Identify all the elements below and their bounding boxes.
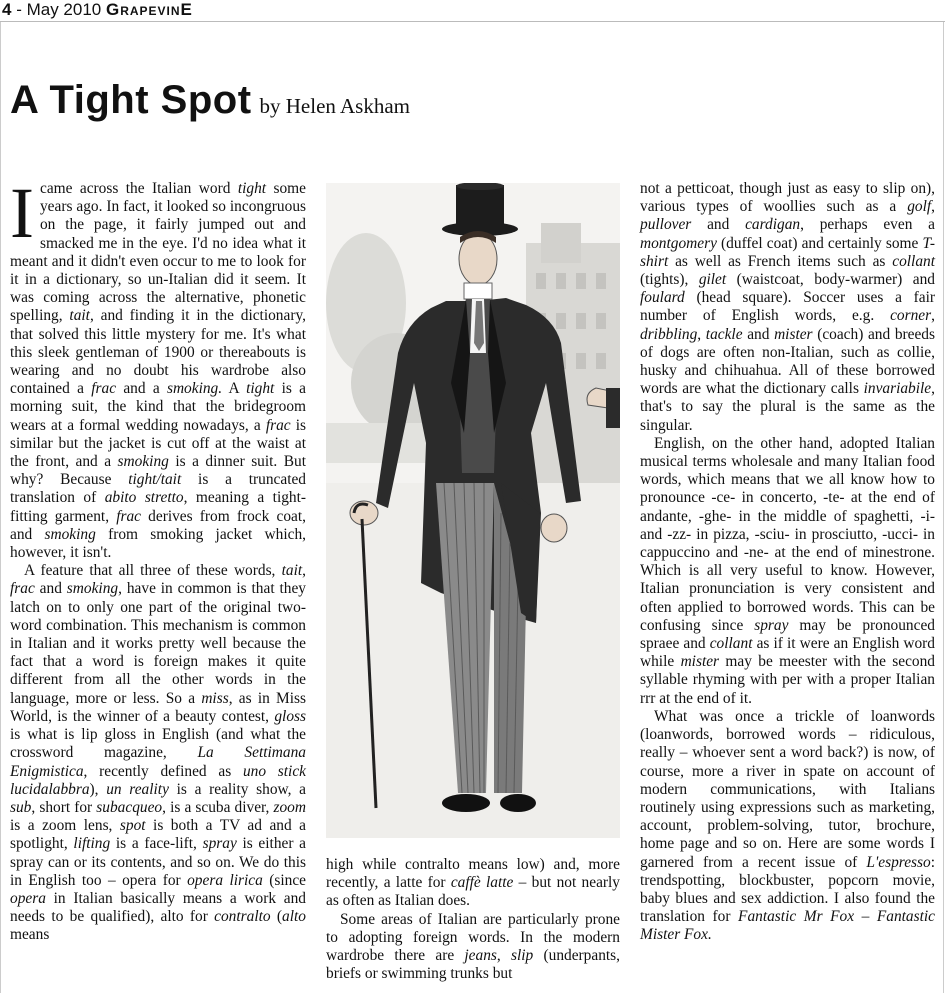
gentleman-illustration-icon <box>326 183 620 838</box>
italic-term: tight/tait <box>128 471 182 489</box>
italic-term: frac <box>91 380 117 398</box>
italic-term: Fantastic Mr Fox – Fantastic Mister Fox. <box>640 908 935 944</box>
text-run: from smoking jacket which, however, it isn't. <box>10 525 307 562</box>
italic-term: lifting <box>73 835 111 853</box>
paragraph-2 <box>10 562 306 944</box>
italic-term: golf <box>907 198 932 216</box>
text-run: is similar but the jacket is cut off at the waist at the front, and a <box>10 416 306 471</box>
text-run: , recently defined as <box>83 762 243 780</box>
text-run: English, on the other hand, adopted Italian musical terms wholesale and many Italian food words, which means that we all know how to pronounce -ce- in concerto, -te- at the end of andante, -ghe- in the middle of spaghetti, -i- and -zz- in pizza, -sciu- in prosciutto, -ucci- in cappuccino and -ne- at the end of minestrone. Which is all very useful to know. However, Italian pronunciation is very consistent and often applied to borrowed words. This can be confusing since <box>640 434 935 634</box>
paragraph-1 <box>10 173 307 562</box>
italic-term: pullover <box>640 216 692 234</box>
text-run: , perhaps even a <box>800 216 936 234</box>
text-run: is a face-lift, <box>110 835 203 853</box>
text-run: is a truncated translation of <box>10 471 306 507</box>
column-3 <box>640 180 935 945</box>
italic-term: opera <box>10 889 46 907</box>
italic-term: dribbling <box>640 325 698 343</box>
text-run: ( <box>270 908 283 926</box>
drop-cap: I <box>10 173 34 253</box>
italic-term: gilet <box>698 271 727 289</box>
text-run: (coach) and breeds of dogs are often non-Italian, such as collie, husky and chihuahua. All of these borrowed words are what the dictionary calls <box>640 325 935 398</box>
text-run: may be pronounced spraee and <box>640 616 935 653</box>
italic-term: tait <box>69 307 90 325</box>
text-run: – but not nearly as often as Italian does. <box>326 874 620 910</box>
paragraph-6 <box>640 435 935 708</box>
italic-term: alto <box>282 908 306 926</box>
text-run: is a reality show, a <box>168 780 307 798</box>
italic-term: gloss <box>274 707 306 725</box>
italic-term: collant <box>892 252 935 270</box>
header-rule <box>0 21 945 22</box>
text-run: (tights), <box>640 271 699 289</box>
italic-term: contralto <box>214 908 271 926</box>
italic-term: sub <box>10 798 32 816</box>
paragraph-5 <box>640 180 935 435</box>
italic-term: foulard <box>640 289 685 307</box>
text-run: , that's to say the plural is the same as the singular. <box>640 380 935 434</box>
text-run: ), <box>89 780 107 798</box>
text-run: is either a spray can or its contents, and so on. We do this in English too – opera for <box>10 835 306 889</box>
paragraph-3 <box>326 856 620 911</box>
paragraph-7 <box>640 708 935 945</box>
text-run: , <box>697 325 706 343</box>
italic-term: caffè latte <box>450 874 514 892</box>
italic-term: T-shirt <box>640 234 935 270</box>
italic-term: smoking <box>66 580 119 598</box>
text-run: What was once a trickle of loanwords (loanwords, borrowed words – ridiculous, really – whoever sent a word back?) is now, of course, more a river in spate on account of modern communications, with Italians routinely using expressions such as marketing, account, problem-solving, tutor, brochure, home page and so on. Here are some words I garnered from a recent issue of <box>640 707 935 871</box>
byline: by Helen Askham <box>259 94 410 118</box>
italic-term: L'espresso <box>866 853 931 871</box>
text-run: (since <box>262 871 306 889</box>
text-run: , and finding it in the dictionary, that solved this little mystery for me. It's what this sleek gentleman of 1900 or thereabouts is wearing and no doubt his wardrobe also contained a <box>10 307 307 398</box>
text-run: (head square). Soccer uses a fair number of English words, e.g. <box>640 289 935 325</box>
text-run: as if it were an English word while <box>640 635 935 671</box>
text-run: may be meester with the second syllable rhyming with per with a proper Italian rrr at the end of it. <box>640 653 935 707</box>
italic-term: La Settimana Enigmistica <box>10 744 306 780</box>
text-run: , <box>931 198 935 216</box>
italic-term: tait <box>281 562 303 580</box>
text-run: , <box>931 307 935 325</box>
italic-term: spot <box>119 817 146 835</box>
paragraph-4 <box>326 911 620 984</box>
italic-term: frac <box>116 507 142 525</box>
italic-term: smoking <box>117 453 169 471</box>
italic-term: mister <box>774 325 813 343</box>
page-number: 4 <box>2 0 12 19</box>
text-run: (underpants, briefs or swimming trunks but <box>326 947 620 983</box>
issue-date: May 2010 <box>26 0 102 19</box>
text-run: (waistcoat, body-warmer) and <box>726 271 936 289</box>
italic-term: smoking. <box>166 380 223 398</box>
text-run: and a <box>116 380 167 398</box>
text-run: is a zoom lens, <box>10 817 120 835</box>
text-run: A <box>222 380 247 398</box>
text-run: (duffel coat) and certainly some <box>716 234 923 252</box>
left-border <box>0 22 1 993</box>
text-run: : trendspotting, blockbuster, popcorn movie, baby blues and sex addiction. I also found the translation for <box>640 853 935 926</box>
italic-term: montgomery <box>640 234 717 252</box>
italic-term: subacqueo <box>96 798 163 816</box>
text-run: came across the Italian word <box>39 180 238 197</box>
text-run: not a petticoat, though just as easy to slip on), various types of woollies such as a <box>640 180 935 216</box>
italic-term: mister <box>680 653 720 671</box>
text-run: , is a scuba diver, <box>162 798 274 816</box>
text-run: A feature that all three of these words, <box>24 562 282 580</box>
text-run: is a morning suit, the kind that the bridegroom wears at a formal wedding nowadays, a <box>10 380 306 434</box>
italic-term: miss <box>201 689 229 707</box>
italic-term: opera lirica <box>187 871 263 889</box>
text-run: some years ago. In fact, it looked so incongruous on the page, it fairly jumped out and smacked me in the eye. I'd no idea what it meant and it didn't even occur to me to look for it in a dictionary, so un-Italian did it seem. It was coming across the alternative, phonetic spelling, <box>10 180 306 325</box>
publication-name: GrapevinE <box>105 0 193 19</box>
article-title-block <box>10 78 410 123</box>
italic-term: spray <box>202 835 237 853</box>
text-run: , <box>496 947 511 965</box>
text-run: high while contralto means low) and, more recently, a latte for <box>326 856 620 892</box>
text-run: means <box>10 926 50 944</box>
italic-term: uno stick lucidalabbra <box>10 762 306 798</box>
text-run: and <box>691 216 746 234</box>
text-run: in Italian basically means a work and needs to be qualified), alto for <box>10 889 306 926</box>
text-run: , have in common is that they latch on to only one part of the original two-word combination. This mechanism is common in Italian and it works pretty well because the fact that a word is foreign makes it quite different from all the other words in the language, more or less. So a <box>10 580 306 707</box>
italic-term: un reality <box>106 780 169 798</box>
italic-term: tight <box>237 180 267 197</box>
text-run: is both a TV ad and a spotlight, <box>10 817 306 853</box>
text-run: and <box>742 325 775 343</box>
italic-term: tight <box>246 380 275 398</box>
italic-term: smoking <box>44 525 96 543</box>
text-run: derives from frock coat, and <box>10 507 306 543</box>
italic-term: frac <box>10 580 35 598</box>
italic-term: corner <box>890 307 932 325</box>
italic-term: slip <box>511 947 534 965</box>
italic-term: jeans <box>464 947 497 965</box>
text-run: Some areas of Italian are particularly prone to adopting foreign words. In the modern wardrobe there are <box>326 910 620 965</box>
italic-term: collant <box>709 635 753 653</box>
article-title: A Tight Spot <box>10 78 252 122</box>
page-header <box>0 0 945 22</box>
italic-term: cardigan <box>745 216 801 234</box>
italic-term: tackle <box>705 325 743 343</box>
text-run: , meaning a tight-fitting garment, <box>10 489 307 525</box>
column-1 <box>10 173 307 945</box>
illustration-gentleman <box>326 183 620 838</box>
italic-term: abito stretto <box>104 489 184 507</box>
italic-term: zoom <box>273 798 306 816</box>
italic-term: spray <box>754 616 789 634</box>
italic-term: invariabile <box>863 380 932 398</box>
text-run: is what is lip gloss in English (and what the crossword magazine, <box>10 726 306 762</box>
italic-term: frac <box>265 416 291 434</box>
text-run: is a dinner suit. But why? Because <box>10 453 306 489</box>
text-run: , <box>302 562 306 580</box>
header-separator: - <box>11 0 27 19</box>
text-run: , as in Miss World, is the winner of a beauty contest, <box>10 689 306 725</box>
right-border <box>943 22 944 993</box>
text-run: and <box>34 580 67 598</box>
text-run: as well as French items such as <box>668 252 893 270</box>
text-run: , short for <box>31 798 97 816</box>
column-2 <box>326 856 620 983</box>
